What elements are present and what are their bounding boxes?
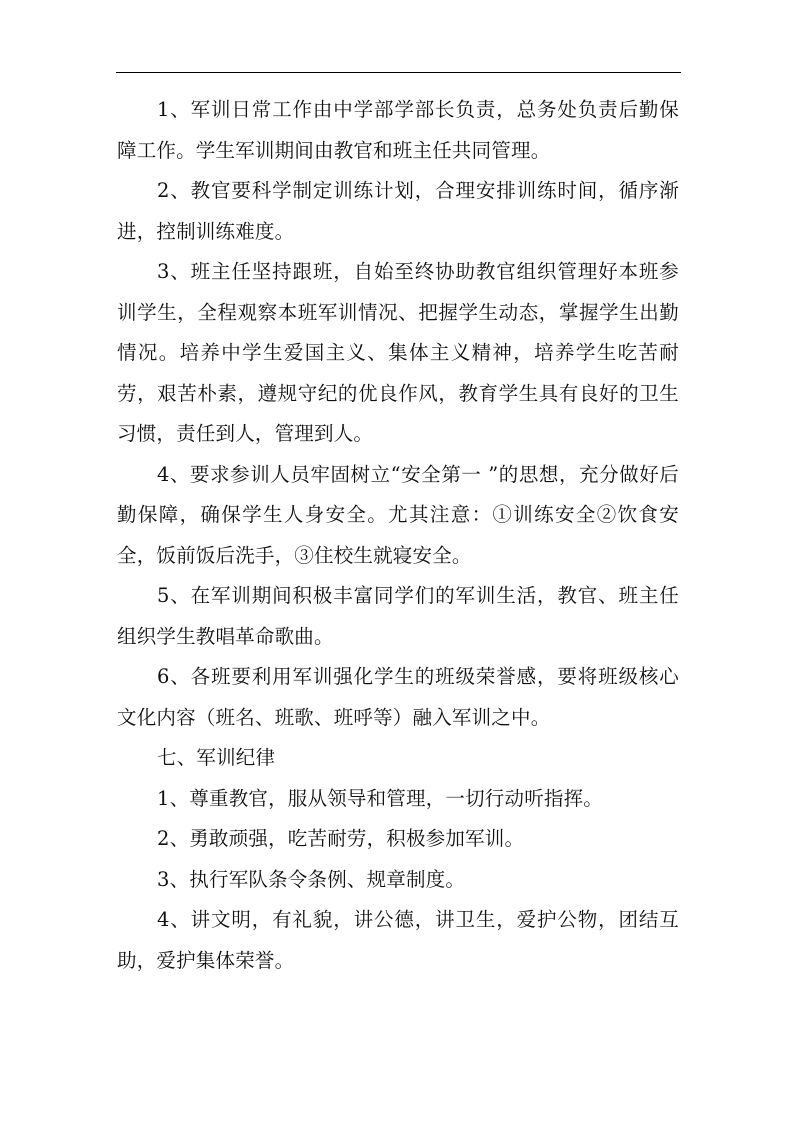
header-rule xyxy=(116,72,681,73)
paragraph-safety: 4、要求参训人员牢固树立“安全第一 ”的思想，充分做好后勤保障，确保学生人身安全。尤其注意：①训练安全②饮食安全，饭前饭后洗手，③住校生就寝安全。 xyxy=(117,462,679,567)
paragraph-class-honor: 6、各班要利用军训强化学生的班级荣誉感，要将班级核心文化内容（班名、班歌、班呼等）融入军训之中。 xyxy=(117,665,679,729)
paragraph-head-teacher: 3、班主任坚持跟班，自始至终协助教官组织管理好本班参训学生，全程观察本班军训情况、把握学生动态，掌握学生出勤情况。培养中学生爱国主义、集体主义精神，培养学生吃苦耐劳，艰苦朴素，遵规守纪的优良作风，教育学生具有良好的卫生习惯，责任到人，管理到人。 xyxy=(117,260,679,445)
paragraph-discipline-3: 3、执行军队条令条例、规章制度。 xyxy=(157,867,466,891)
section-heading-discipline: 七、军训纪律 xyxy=(157,746,276,769)
document-body xyxy=(117,90,679,981)
paragraph-discipline-4: 4、讲文明，有礼貌，讲公德，讲卫生，爱护公物，团结互助，爱护集体荣誉。 xyxy=(117,908,679,972)
paragraph-discipline-1: 1、尊重教官，服从领导和管理，一切行动听指挥。 xyxy=(157,786,604,810)
paragraph-training-plan: 2、教官要科学制定训练计划，合理安排训练时间，循序渐进，控制训练难度。 xyxy=(117,179,679,243)
paragraph-management-duty: 1、军训日常工作由中学部学部长负责，总务处负责后勤保障工作。学生军训期间由教官和班主任共同管理。 xyxy=(117,98,679,162)
paragraph-training-life: 5、在军训期间积极丰富同学们的军训生活，教官、班主任组织学生教唱革命歌曲。 xyxy=(117,584,679,648)
paragraph-discipline-2: 2、勇敢顽强，吃苦耐劳，积极参加军训。 xyxy=(157,827,525,850)
